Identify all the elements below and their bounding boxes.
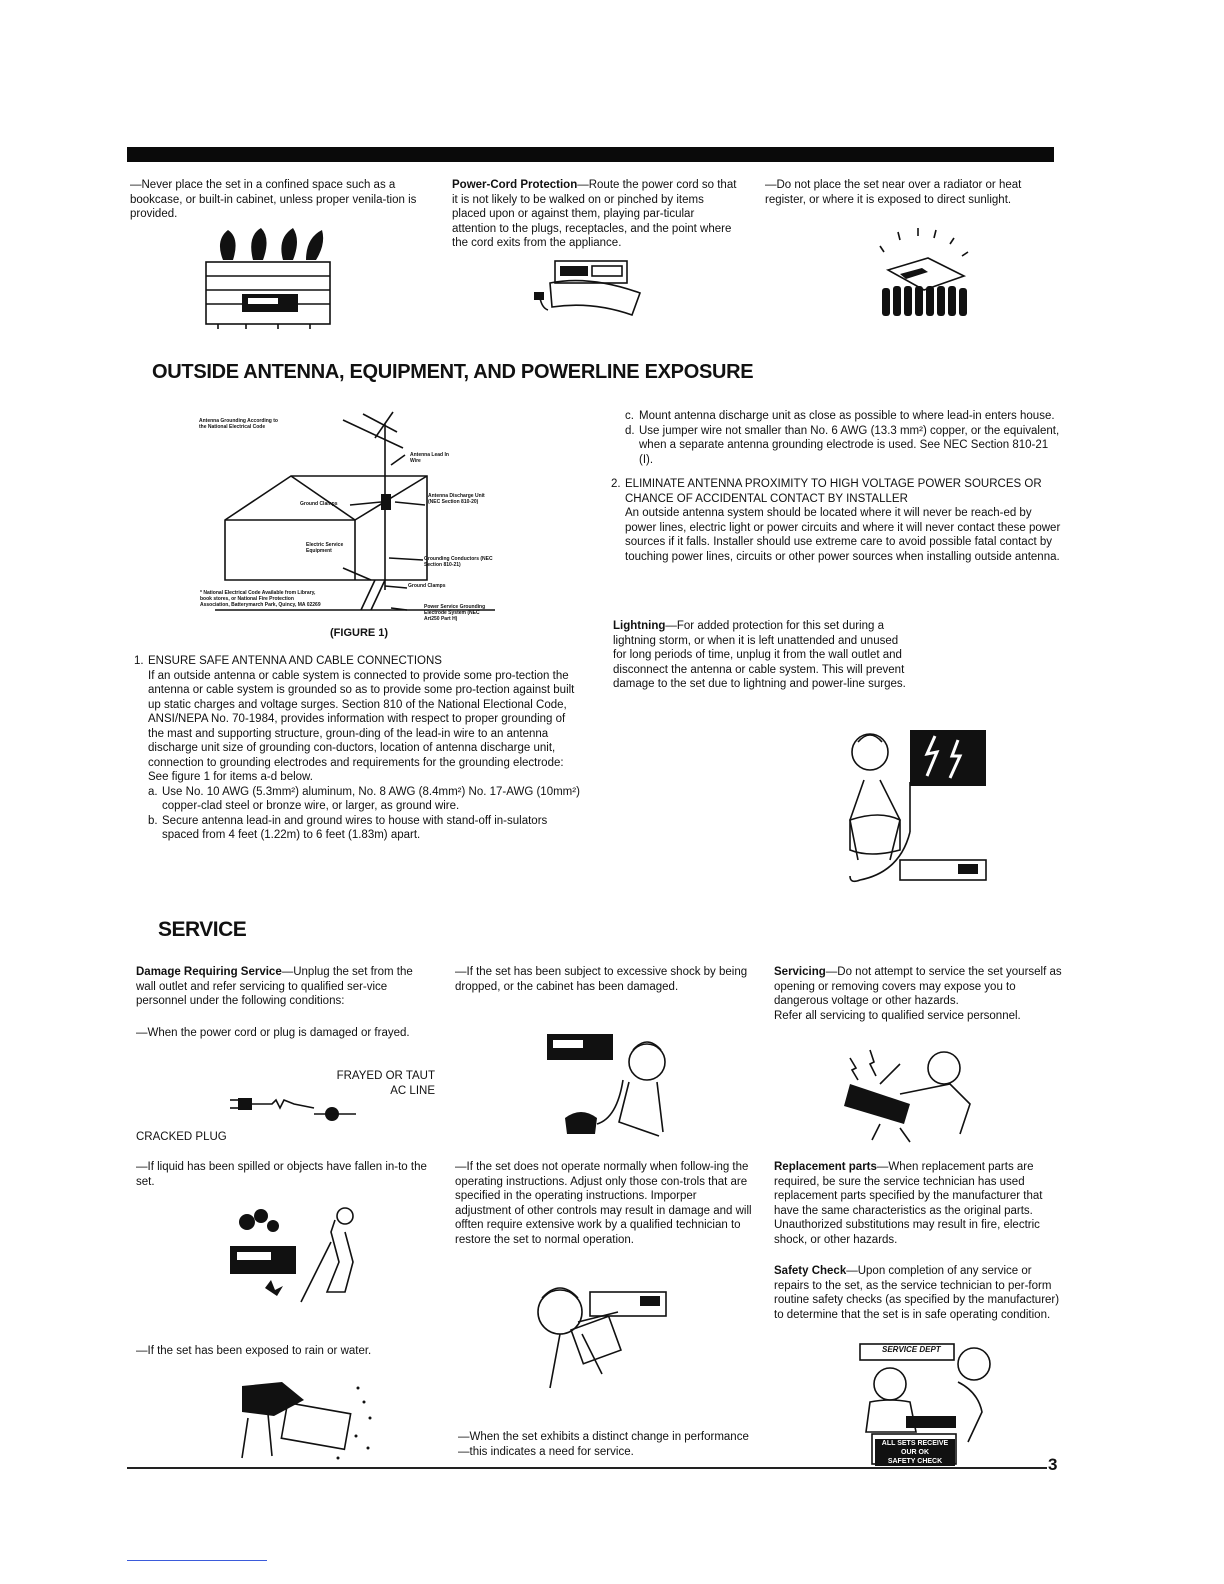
liquid-spilled: —If liquid has been spilled or objects have fallen in-to the set. <box>136 1161 427 1188</box>
power-cord-illustration <box>530 258 660 318</box>
safety-badge: ALL SETS RECEIVE OUR OK SAFETY CHECK <box>875 1439 955 1466</box>
rain-illustration <box>228 1378 388 1470</box>
radiator-warning: —Do not place the set near over a radiator or heat register, or where it is exposed to direct sunlight. <box>765 179 1022 206</box>
liquid-spill-illustration <box>225 1202 375 1312</box>
service-heading: SERVICE <box>158 918 247 941</box>
power-cord-lead: Power-Cord Protection <box>452 179 578 191</box>
lightning-illustration <box>840 722 990 890</box>
dropped-set-illustration <box>545 1032 675 1140</box>
servicing-warning: Servicing—Do not attempt to service the set yourself as opening or removing covers may expose you to dangerous voltage or other hazards. Refer all servicing to qualified service personnel. <box>774 966 1062 1022</box>
service-dept-sign: SERVICE DEPT <box>882 1345 941 1354</box>
cord-damaged: —When the power cord or plug is damaged or frayed. <box>136 1027 410 1039</box>
bottom-rule <box>127 1467 1047 1469</box>
damage-requiring-service: Damage Requiring Service—Unplug the set from the wall outlet and refer servicing to qualified ser-vice personnel under the following conditions: <box>136 966 413 1007</box>
figure-title: Antenna Grounding According to the National Electrical Code <box>199 418 278 430</box>
performance-change: —When the set exhibits a distinct change in performance—this indicates a need for service. <box>458 1431 749 1458</box>
safety-check: Safety Check—Upon completion of any service or repairs to the set, as the service technician to per-form routine safety checks (as specified by the manufacturer) to determine that the set is in safe operating condition. <box>774 1265 1060 1321</box>
radiator-illustration <box>870 226 980 318</box>
cracked-plug-label: CRACKED PLUG <box>136 1131 227 1143</box>
frayed-label: FRAYED OR TAUT AC LINE <box>336 1070 435 1097</box>
antenna-items-c-d: c. Mount antenna discharge unit as close as possible to where lead-in enters house. d. Use jumper wire not smaller than No. 6 AWG (13.3 mm²) copper, or the equivalent, when a separate antenna grounding electrode is used. See NEC Section 810-21 (I). 2. ELIMINATE ANTENNA PROXIMITY TO HIGH VOLTAGE POWER SOURCES OR CHANCE OF ACCIDENTAL CONTACT BY INSTALLER An outside antenna system should be located where it will never be reach-ed by power lines, electric light or power circuits and where it will never contact these power sources if it falls. Installer should use extreme care to avoid possible fatal contact by touching power lines, circuits or other power sources when installing outside antenna. <box>611 410 1061 563</box>
shock-damage: —If the set has been subject to excessive shock by being dropped, or the cabinet has been damaged. <box>455 966 748 993</box>
lightning-warning: Lightning—For added protection for this set during a lightning storm, or when it is left unattended and unused for long periods of time, unplug it from the wall outlet and disconnect the antenna or cable system. This will prevent damage to the set due to lightning and power-line surges. <box>613 620 906 690</box>
antenna-item-1: 1. ENSURE SAFE ANTENNA AND CABLE CONNECTIONS If an outside antenna or cable system is connected to provide some pro-tection the antenna or cable system is grounded so as to provide some pro-tection against built up static charges and voltage surges. Section 810 of the National Electional Code, ANSI/NEPA No. 70-1984, provides information with respect to proper grounding of the mast and supporting structure, groun-ding of the lead-in wire to an antenna discharge unit size of grounding con-ductors, location of antenna discharge unit, connection to grounding electrodes and requirements for the grounding electrode: See figure 1 for items a-d below. a. Use No. 10 AWG (5.3mm²) aluminum, No. 8 AWG (8.4mm²) No. 17-AWG (10mm²) copper-clad steel or bronze wire, or larger, as ground wire. b. Secure antenna lead-in and ground wires to house with stand-off in-sulators spaced from 4 feet (1.22m) to 6 feet (1.83m) apart. <box>134 655 580 841</box>
adjusting-controls-illustration <box>520 1282 680 1392</box>
antenna-heading: OUTSIDE ANTENNA, EQUIPMENT, AND POWERLINE EXPOSURE <box>152 361 754 383</box>
servicing-shock-illustration <box>840 1044 980 1144</box>
ventilation-warning: —Never place the set in a confined space such as a bookcase, or built-in cabinet, unless proper venila-tion is provided. <box>130 179 417 220</box>
replacement-parts: Replacement parts—When replacement parts are required, be sure the service technician has used replacement parts specified by the manufacturer that have the same characteristics as the original parts. Unauthorized substitutions may result in fire, electric shock, or other hazards. <box>774 1161 1043 1246</box>
power-cord-warning: Power-Cord Protection—Route the power cord so that it is not likely to be walked on or pinched by items placed upon or against them, playing par-ticular attention to the plugs, receptacles, and the point where the cord exits from the appliance. <box>452 179 737 249</box>
page-number: 3 <box>1048 1455 1058 1474</box>
frayed-plug-illustration <box>228 1092 358 1126</box>
blue-rule <box>127 1560 267 1561</box>
not-operating-normally: —If the set does not operate normally when follow-ing the operating instructions. Adjust only those con-trols that are specified in the operating instructions. Imporper adjustment of other controls may result in damage and will offten require extensive work by a qualified technician to restore the set to normal operation. <box>455 1161 752 1246</box>
top-rule <box>127 147 1054 162</box>
rain-exposure: —If the set has been exposed to rain or water. <box>136 1345 372 1357</box>
figure-caption: (FIGURE 1) <box>330 627 389 639</box>
bookcase-illustration <box>198 224 338 329</box>
